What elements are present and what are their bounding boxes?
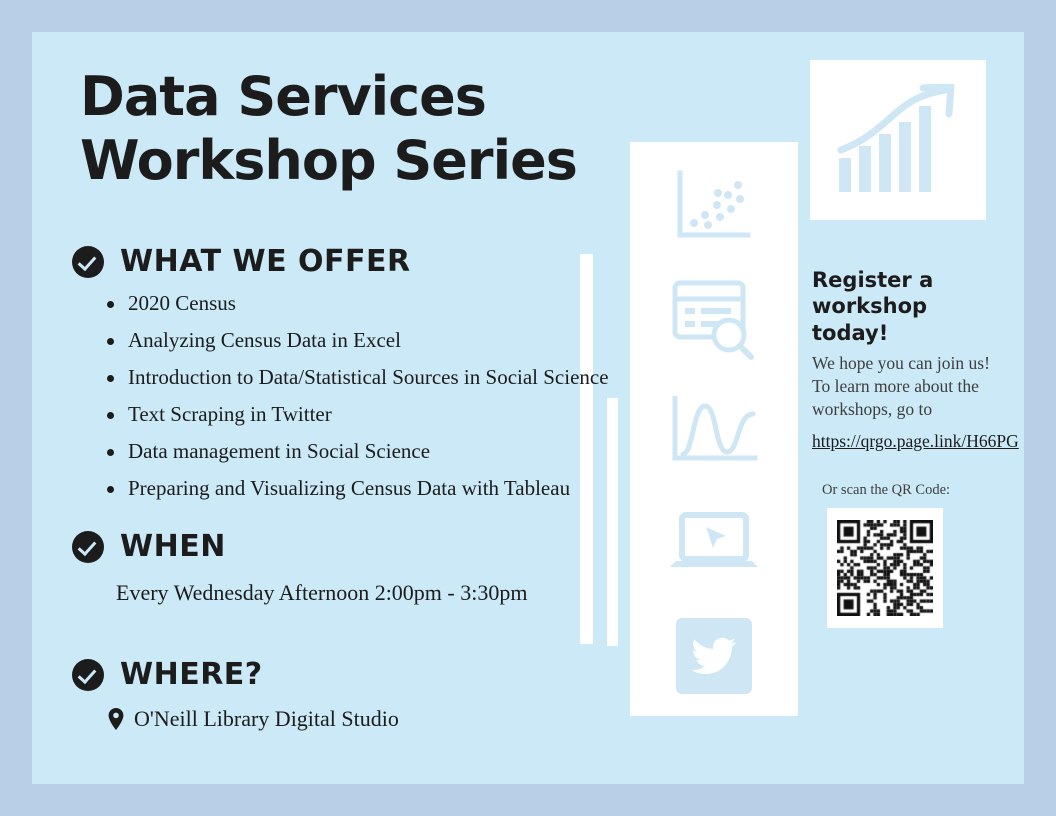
- section-when: [72, 529, 527, 606]
- twitter-bird-icon: [630, 600, 798, 712]
- where-text: O'Neill Library Digital Studio: [134, 706, 399, 731]
- scatter-plot-icon: [630, 152, 798, 264]
- section-where: [72, 657, 399, 732]
- section-what-we-offer: [72, 244, 609, 515]
- register-heading: Register a workshop today!: [812, 268, 934, 345]
- page-title: Data Services Workshop Series: [80, 65, 577, 192]
- decorative-bar: [607, 398, 618, 646]
- offer-list: [72, 293, 609, 499]
- qr-code-image: [837, 520, 933, 616]
- list-item: Analyzing Census Data in Excel: [128, 330, 609, 351]
- section-title: WHERE?: [120, 657, 263, 692]
- section-title: WHEN: [120, 529, 226, 564]
- laptop-cursor-icon: [630, 488, 798, 600]
- section-header: [72, 657, 399, 692]
- check-circle-icon: [72, 531, 104, 563]
- qr-code-label: Or scan the QR Code:: [822, 482, 951, 498]
- data-search-icon: [630, 264, 798, 376]
- list-item: Introduction to Data/Statistical Sources in Social Science: [128, 365, 609, 389]
- list-item: Data management in Social Science: [128, 441, 609, 462]
- section-title: WHAT WE OFFER: [120, 244, 411, 279]
- curve-graph-icon: [630, 376, 798, 488]
- check-circle-icon: [72, 659, 104, 691]
- location-pin-icon: [108, 708, 124, 730]
- qr-code-card: [827, 508, 943, 628]
- register-blurb: We hope you can join us! To learn more about the workshops, go to: [812, 353, 990, 420]
- where-row: [108, 706, 399, 732]
- register-link[interactable]: https://qrgo.page.link/H66PG: [812, 431, 1019, 451]
- list-item: Preparing and Visualizing Census Data with Tableau: [128, 478, 609, 499]
- list-item: 2020 Census: [128, 293, 609, 314]
- growth-chart-icon: [810, 60, 986, 220]
- section-header: [72, 529, 527, 564]
- check-circle-icon: [72, 246, 104, 278]
- when-text: Every Wednesday Afternoon 2:00pm - 3:30pm: [116, 580, 528, 605]
- icon-column-card: [630, 142, 798, 716]
- section-header: [72, 244, 609, 279]
- poster-canvas: [32, 32, 1024, 784]
- list-item: Text Scraping in Twitter: [128, 404, 609, 425]
